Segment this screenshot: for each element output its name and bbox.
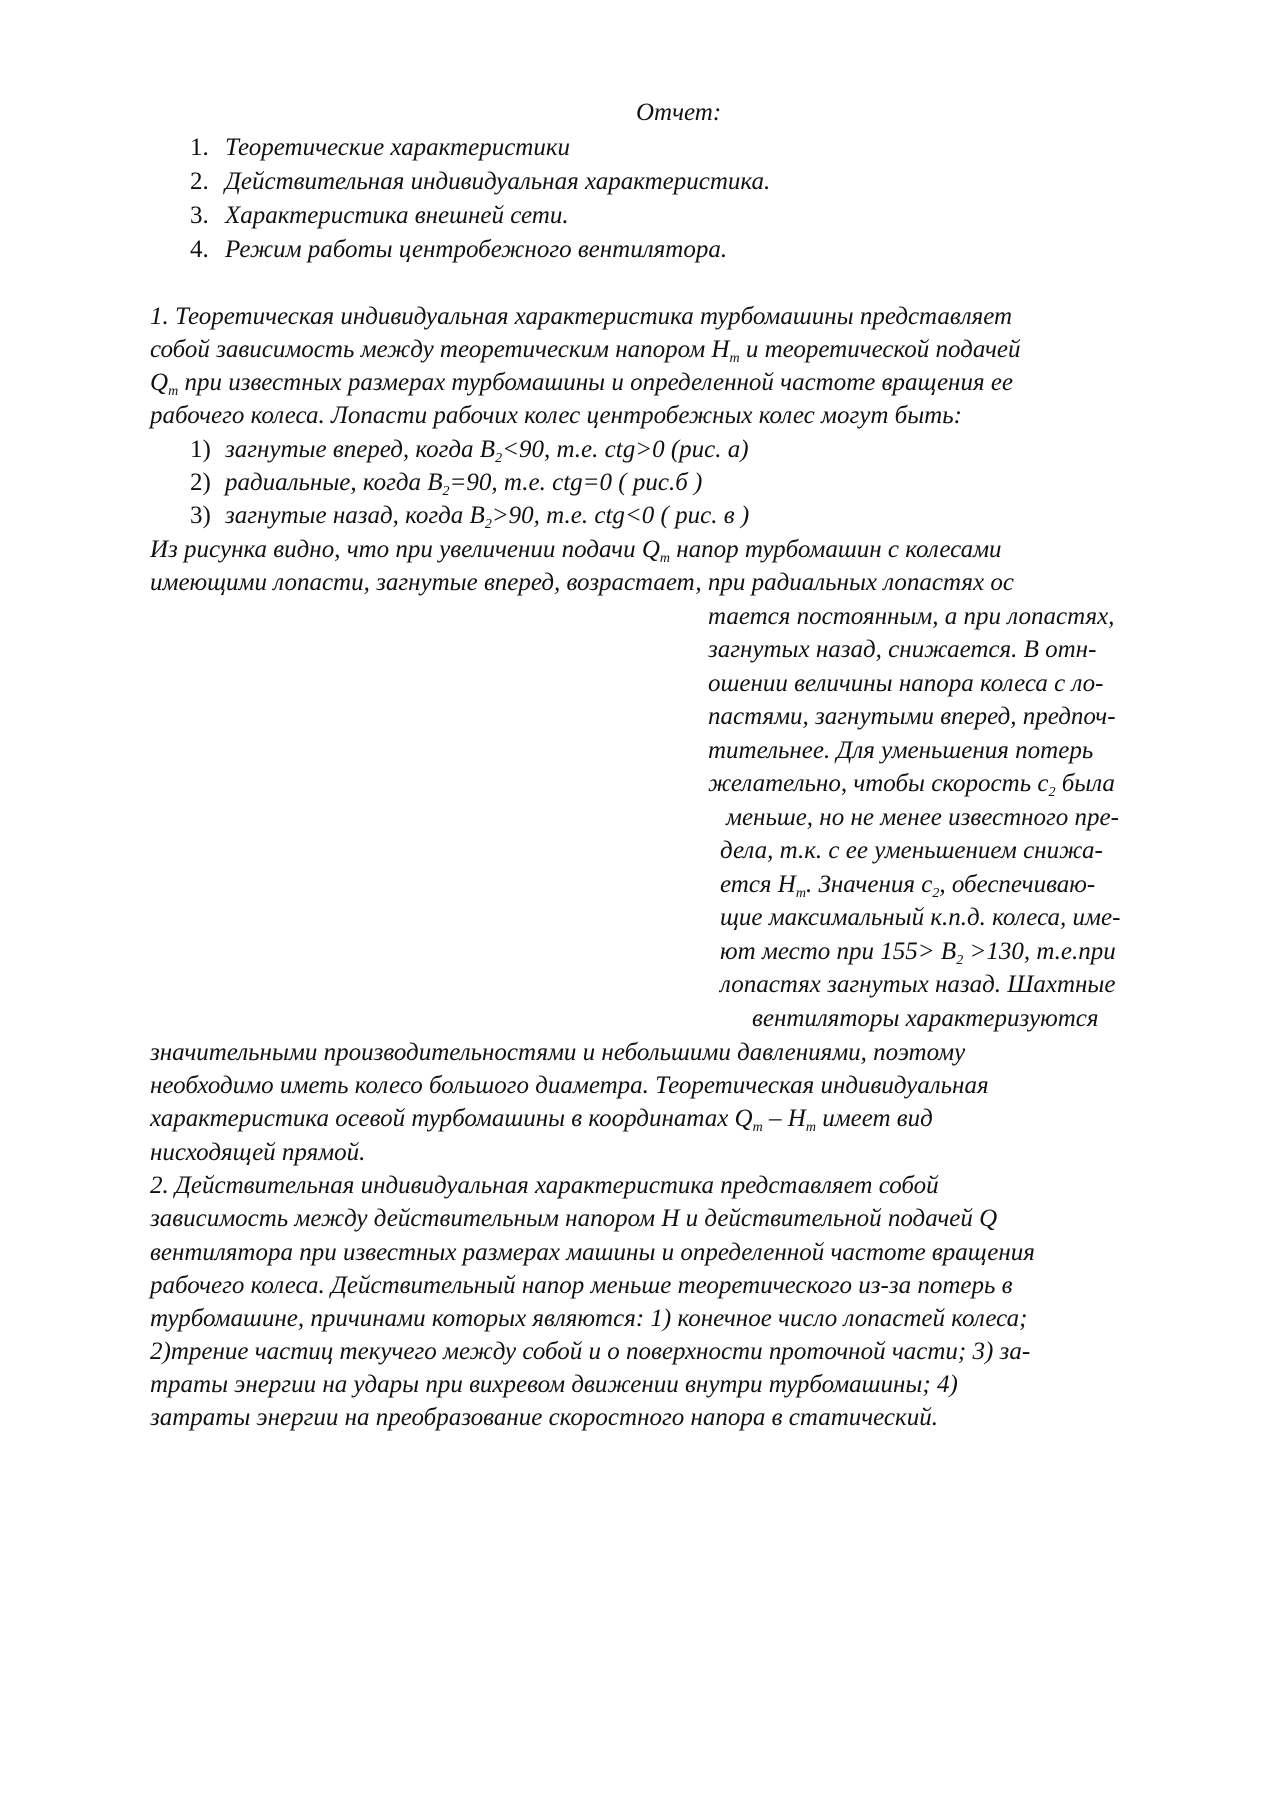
section1-line: имеющими лопасти, загнутые вперед, возрастает, при радиальных лопастях ос — [150, 569, 1014, 596]
section1-line: необходимо иметь колесо большого диаметра. Теоретическая индивидуальная — [150, 1072, 989, 1099]
right-column-line: щие максимальный к.п.д. колеса, име- — [720, 904, 1121, 931]
right-column-line: тительнее. Для уменьшения потерь — [708, 737, 1094, 764]
section1-line: значительными производительностями и небольшими давлениями, поэтому — [150, 1039, 966, 1066]
contents-item: 3. Характеристика внешней сети. — [190, 202, 569, 229]
right-column-line: загнутых назад, снижается. В отн- — [708, 636, 1097, 663]
contents-item: 2. Действительная индивидуальная характеристика. — [190, 168, 771, 195]
section2-line: затраты энергии на преобразование скоростного напора в статический. — [150, 1404, 938, 1431]
section1-line: собой зависимость между теоретическим напором $H_т$ и теоретической подачей — [150, 336, 1021, 366]
section2-line: 2)трение частиц текучего между собой и о поверхности проточной части; 3) за- — [150, 1338, 1031, 1365]
section2-line: вентилятора при известных размерах машины и определенной частоте вращения — [150, 1239, 1035, 1266]
right-column-line: меньше, но не менее известного пре- — [726, 804, 1119, 831]
section2-line: траты энергии на удары при вихревом движении внутри турбомашины; 4) — [150, 1371, 958, 1398]
section1-line: рабочего колеса. Лопасти рабочих колес центробежных колес могут быть: — [150, 402, 962, 429]
section2-line: зависимость между действительным напором H и действительной подачей Q — [150, 1205, 998, 1232]
blade-case: 2) радиальные, когда $B_2=90$, т.е. ctg=0 ( рис.б ) — [190, 469, 703, 499]
section1-line: нисходящей прямой. — [150, 1139, 366, 1166]
report-title: Отчет: — [636, 99, 722, 126]
right-column-line: пастями, загнутыми вперед, предпоч- — [708, 703, 1116, 730]
right-column-line: тается постоянным, а при лопастях, — [708, 603, 1115, 630]
blade-case: 1) загнутые вперед, когда $B_2<90$, т.е. ctg>0 (рис. а) — [190, 436, 749, 466]
right-column-line: ошении величины напора колеса с ло- — [708, 670, 1104, 697]
right-column-line: ется $H_т$. Значения $c_2$, обеспечиваю- — [720, 871, 1096, 901]
section2-line: 2. Действительная индивидуальная характеристика представляет собой — [150, 1172, 939, 1199]
section2-line: турбомашине, причинами которых являются: 1) конечное число лопастей колеса; — [150, 1305, 1028, 1332]
contents-item: 4. Режим работы центробежного вентилятора. — [190, 236, 728, 263]
contents-item: 1. Теоретические характеристики — [190, 134, 571, 161]
right-column-line: вентиляторы характеризуются — [752, 1005, 1099, 1032]
section1-line: Из рисунка видно, что при увеличении подачи $Q_т$ напор турбомашин с колесами — [150, 536, 1002, 566]
right-column-line: ют место при $155> B_2 >130$, т.е.при — [720, 938, 1116, 968]
section2-line: рабочего колеса. Действительный напор меньше теоретического из-за потерь в — [150, 1272, 1013, 1299]
section1-line: 1. Теоретическая индивидуальная характеристика турбомашины представляет — [150, 303, 1013, 330]
right-column-line: лопастях загнутых назад. Шахтные — [720, 971, 1116, 998]
right-column-line: желательно, чтобы скорость $c_2$ была — [708, 770, 1115, 800]
blade-case: 3) загнутые назад, когда $B_2>90$, т.е. ctg<0 ( рис. в ) — [190, 502, 750, 532]
section1-line: характеристика осевой турбомашины в координатах $Q_т - H_т$ имеет вид — [150, 1105, 933, 1135]
section1-line: $Q_т$ при известных размерах турбомашины и определенной частоте вращения ее — [150, 369, 1014, 399]
right-column-line: дела, т.к. с ее уменьшением снижа- — [720, 837, 1103, 864]
